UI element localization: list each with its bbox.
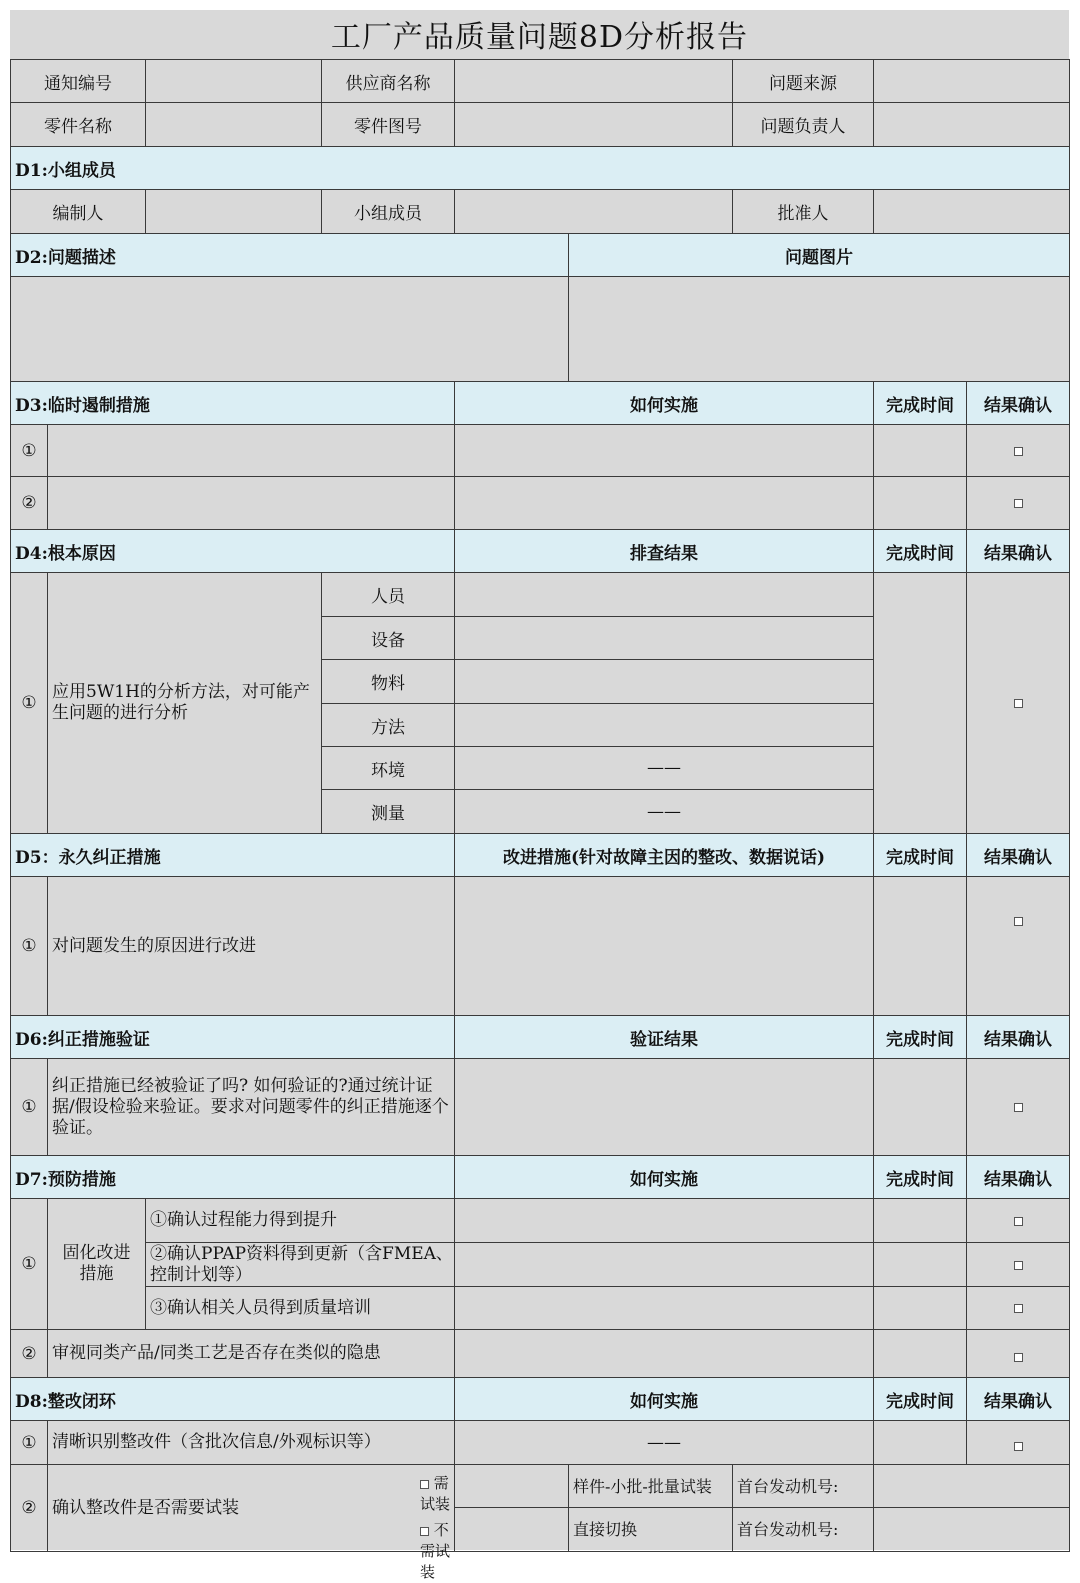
notice-no-field[interactable] [146,60,322,103]
d4-factor-label: 物料 [322,660,455,704]
compiler-label: 编制人 [11,190,146,234]
d7-item: ①确认过程能力得到提升 [146,1199,455,1243]
d7-review-text: 审视同类产品/同类工艺是否存在类似的隐患 [48,1330,455,1378]
d7-how-field[interactable] [455,1330,874,1378]
d6-result-field[interactable] [455,1059,874,1156]
d3-confirm-cell [967,425,1070,477]
part-name-label: 零件名称 [11,103,146,147]
d8-trial-question: 确认整改件是否需要试装 [52,1497,239,1518]
d3-how-header: 如何实施 [455,382,874,425]
d4-factor-result[interactable] [455,617,874,660]
report-form [10,59,1070,1581]
d6-confirm-header: 结果确认 [967,1016,1070,1059]
d5-heading: D5：永久纠正措施 [11,834,455,877]
d7-confirm-checkbox[interactable] [1014,1353,1023,1362]
d4-factor-result[interactable]: —— [455,790,874,834]
d8-no-need-spacer [455,1508,569,1552]
d7-time-field[interactable] [874,1287,967,1330]
d7-confirm-header: 结果确认 [967,1156,1070,1199]
problem-owner-label: 问题负责人 [733,103,874,147]
d4-confirm-checkbox[interactable] [1014,699,1023,708]
team-members-field[interactable] [455,190,733,234]
d7-how-field[interactable] [455,1287,874,1330]
d3-confirm-checkbox[interactable] [1014,499,1023,508]
d7-row-number: ① [11,1199,48,1330]
problem-picture-heading: 问题图片 [569,234,1070,277]
d7-row-number: ② [11,1330,48,1378]
d3-confirm-cell [967,477,1070,530]
d4-factor-label: 设备 [322,617,455,660]
d7-confirm-cell [967,1330,1070,1378]
d4-factor-result[interactable]: —— [455,747,874,790]
d7-group-label: 固化改进措施 [48,1199,146,1330]
supplier-name-field[interactable] [455,60,733,103]
d4-method-text: 应用5W1H的分析方法，对可能产生问题的进行分析 [48,573,322,834]
d6-row-number: ① [11,1059,48,1156]
d3-confirm-checkbox[interactable] [1014,447,1023,456]
d4-time-header: 完成时间 [874,530,967,573]
d7-confirm-checkbox[interactable] [1014,1217,1023,1226]
d8-no-need-path: 直接切换 [569,1508,733,1552]
d8-trial-cell [48,1465,455,1581]
d7-time-field[interactable] [874,1199,967,1243]
d8-confirm-cell [967,1421,1070,1465]
d7-confirm-cell [967,1243,1070,1287]
d8-heading: D8:整改闭环 [11,1378,455,1421]
problem-source-label: 问题来源 [733,60,874,103]
d6-result-header: 验证结果 [455,1016,874,1059]
d6-text: 纠正措施已经被验证了吗? 如何验证的?通过统计证据/假设检验来验证。要求对问题零件的纠正措施逐个验证。 [48,1059,455,1156]
d3-time-field[interactable] [874,425,967,477]
d5-measure-field[interactable] [455,877,874,1016]
approver-label: 批准人 [733,190,874,234]
need-trial-checkbox[interactable] [420,1480,429,1489]
d3-measure-field[interactable] [48,477,455,530]
d7-how-field[interactable] [455,1199,874,1243]
part-drawing-label: 零件图号 [322,103,455,147]
d5-row-number: ① [11,877,48,1016]
d8-identify-text: 清晰识别整改件（含批次信息/外观标识等） [48,1421,455,1465]
part-drawing-field[interactable] [455,103,733,147]
d7-how-field[interactable] [455,1243,874,1287]
d3-time-header: 完成时间 [874,382,967,425]
d7-how-header: 如何实施 [455,1156,874,1199]
approver-field[interactable] [874,190,1070,234]
d3-time-field[interactable] [874,477,967,530]
d8-option-no-need[interactable] [420,1520,454,1583]
d7-heading: D7:预防措施 [11,1156,455,1199]
d3-heading: D3:临时遏制措施 [11,382,455,425]
d3-confirm-header: 结果确认 [967,382,1070,425]
notice-no-label: 通知编号 [11,60,146,103]
d5-time-field[interactable] [874,877,967,1016]
d4-heading: D4:根本原因 [11,530,455,573]
d8-engine-label: 首台发动机号: [733,1465,874,1508]
no-trial-label: 不需试装 [420,1521,451,1581]
problem-picture-field[interactable] [569,277,1070,382]
d8-engine-label: 首台发动机号: [733,1508,874,1552]
d7-time-field[interactable] [874,1243,967,1287]
d1-heading: D1:小组成员 [11,147,1070,190]
d6-time-header: 完成时间 [874,1016,967,1059]
d7-item: ③确认相关人员得到质量培训 [146,1287,455,1330]
problem-description-field[interactable] [11,277,569,382]
d5-confirm-cell [967,877,1070,1016]
d5-time-header: 完成时间 [874,834,967,877]
d3-row-number: ① [11,425,48,477]
d4-row-number: ① [11,573,48,834]
d4-confirm-cell [967,573,1070,834]
problem-source-field[interactable] [874,60,1070,103]
d4-factor-label: 测量 [322,790,455,834]
d8-time-field[interactable] [874,1421,967,1465]
d5-confirm-checkbox[interactable] [1014,917,1023,926]
d7-time-header: 完成时间 [874,1156,967,1199]
d4-confirm-header: 结果确认 [967,530,1070,573]
d3-row-number: ② [11,477,48,530]
d8-engine-field[interactable] [874,1508,1070,1552]
d8-need-path: 样件-小批-批量试装 [569,1465,733,1508]
d7-confirm-checkbox[interactable] [1014,1304,1023,1313]
d6-confirm-checkbox[interactable] [1014,1103,1023,1112]
d8-time-header: 完成时间 [874,1378,967,1421]
d8-need-spacer [455,1465,569,1508]
d8-option-need[interactable] [420,1473,454,1515]
d8-engine-field[interactable] [874,1465,1070,1508]
d3-measure-field[interactable] [48,425,455,477]
d4-factor-label: 方法 [322,704,455,747]
d7-time-field[interactable] [874,1330,967,1378]
d6-time-field[interactable] [874,1059,967,1156]
problem-owner-field[interactable] [874,103,1070,147]
team-members-label: 小组成员 [322,190,455,234]
d4-factor-result[interactable] [455,573,874,617]
d8-how-header: 如何实施 [455,1378,874,1421]
d7-confirm-cell [967,1287,1070,1330]
d4-result-header: 排查结果 [455,530,874,573]
d4-factor-label: 人员 [322,573,455,617]
d8-row-number: ① [11,1421,48,1465]
d6-heading: D6:纠正措施验证 [11,1016,455,1059]
d6-confirm-cell [967,1059,1070,1156]
d8-confirm-checkbox[interactable] [1014,1442,1023,1451]
d4-factor-label: 环境 [322,747,455,790]
d5-measure-header: 改进措施(针对故障主因的整改、数据说话) [455,834,874,877]
d5-confirm-header: 结果确认 [967,834,1070,877]
d7-confirm-checkbox[interactable] [1014,1261,1023,1270]
d4-factor-result[interactable] [455,704,874,747]
d3-how-field[interactable] [455,425,874,477]
d8-row-number: ② [11,1465,48,1552]
supplier-name-label: 供应商名称 [322,60,455,103]
d2-heading: D2:问题描述 [11,234,569,277]
no-trial-checkbox[interactable] [420,1527,429,1536]
part-name-field[interactable] [146,103,322,147]
d4-time-field[interactable] [874,573,967,834]
d8-identify-how[interactable]: —— [455,1421,874,1465]
d7-item: ②确认PPAP资料得到更新（含FMEA、控制计划等） [146,1243,455,1287]
compiler-field[interactable] [146,190,322,234]
report-sheet [10,10,1069,1581]
d4-factor-result[interactable] [455,660,874,704]
d7-confirm-cell [967,1199,1070,1243]
d5-text: 对问题发生的原因进行改进 [48,877,455,1016]
report-title: 工厂产品质量问题8D分析报告 [330,20,749,55]
d3-how-field[interactable] [455,477,874,530]
d8-confirm-header: 结果确认 [967,1378,1070,1421]
need-trial-label: 需试装 [420,1474,451,1513]
